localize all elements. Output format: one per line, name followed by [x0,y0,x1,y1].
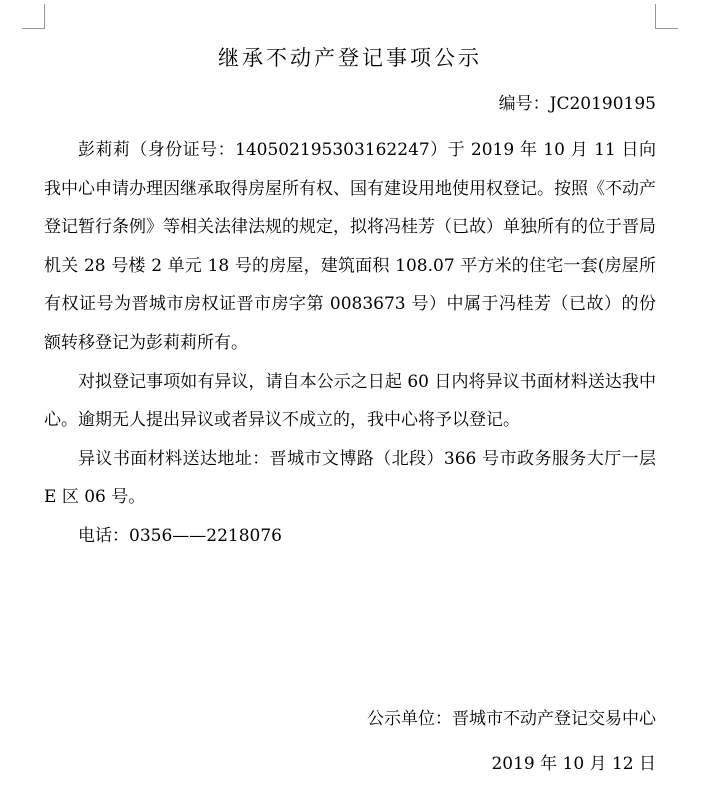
issue-date: 2019 年 10 月 12 日 [491,754,656,774]
document-body [44,131,656,556]
issuer-signature: 公示单位：晋城市不动产登记交易中心 [367,709,656,729]
paragraph-address: 异议书面材料送达地址：晋城市文博路（北段）366 号市政务服务大厅一层 E 区 06 号。 [44,448,656,508]
crop-mark-top-left [22,4,45,29]
paragraph-application: 彭莉莉（身份证号：140502195303162247）于 2019 年 10 月 11 日向我中心申请办理因继承取得房屋所有权、国有建设用地使用权登记。按照《不动产登记暂行条例》等相关法律法规的规定，拟将冯桂芳（已故）单独所有的位于晋局机关 28 号楼 2 单元 18 号的房屋，建筑面积 108.07 平方米的住宅一套(房屋所有权证号为晋城市房权证晋市房字第 0083673 号）中属于冯桂芳（已故）的份额转移登记为彭莉莉所有。 [44,140,656,353]
document-number: 编号：JC20190195 [498,94,656,114]
paragraph-phone: 电话：0356——2218076 [78,525,282,546]
crop-mark-top-right [655,4,678,29]
paragraph-objection: 对拟登记事项如有异议，请自本公示之日起 60 日内将异议书面材料送达我中心。逾期无人提出异议或者异议不成立的，我中心将予以登记。 [44,371,656,431]
document-title: 继承不动产登记事项公示 [218,46,482,70]
